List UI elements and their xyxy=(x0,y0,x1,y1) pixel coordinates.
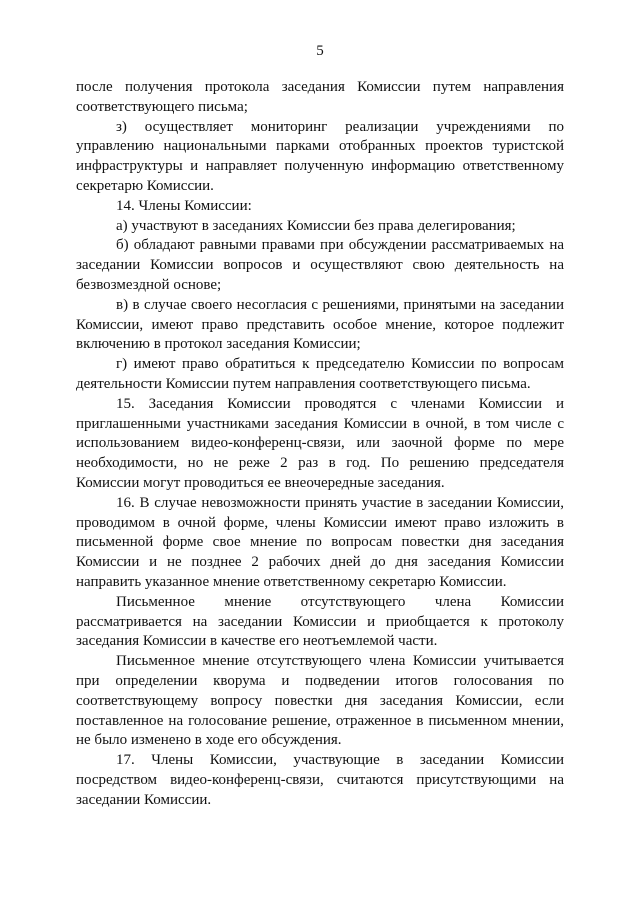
paragraph-written-opinion: Письменное мнение отсутствующего члена Комиссии рассматривается на заседании Комиссии и приобщается к протоколу заседания Комиссии в качестве его неотъемлемой части. xyxy=(76,593,564,650)
paragraph-section-17: 17. Члены Комиссии, участвующие в заседании Комиссии посредством видео-конференц-связи, считаются присутствующими на заседании Комиссии. xyxy=(76,752,564,808)
paragraph-item-z: з) осуществляет мониторинг реализации учреждениями по управлению национальными парками отобранных проектов туристской инфраструктуры и направляет полученную информацию ответственному секретарю Комиссии. xyxy=(76,118,564,194)
paragraph-item-a: а) участвуют в заседаниях Комиссии без права делегирования; xyxy=(116,217,516,234)
document-body xyxy=(76,78,564,810)
paragraph-item-b: б) обладают равными правами при обсуждении рассматриваемых на заседании Комиссии вопросов и осуществляют свою деятельность на безвозмездной основе; xyxy=(76,237,564,293)
page-number: 5 xyxy=(316,43,324,59)
paragraph-section-16: 16. В случае невозможности принять участие в заседании Комиссии, проводимом в очной форме, члены Комиссии имеют право изложить в письменной форме свое мнение по вопросам повестки дня заседания Комиссии и не позднее 2 рабочих дней до дня заседания Комиссии направить указанное мнение ответственному секретарю Комиссии. xyxy=(76,494,564,590)
paragraph-continuation: после получения протокола заседания Комиссии путем направления соответствующего письма; xyxy=(76,79,564,115)
paragraph-written-opinion-quorum: Письменное мнение отсутствующего члена Комиссии учитывается при определении кворума и подведении итогов голосования по соответствующему вопросу повестки дня заседания Комиссии, если поставленное на голосование решение, отраженное в письменном мнении, не было изменено в ходе его обсуждения. xyxy=(76,653,564,749)
section-heading-14: 14. Члены Комиссии: xyxy=(116,197,252,214)
paragraph-item-v: в) в случае своего несогласия с решениями, принятыми на заседании Комиссии, имеют право представить особое мнение, которое подлежит включению в протокол заседания Комиссии; xyxy=(76,296,564,353)
paragraph-section-15: 15. Заседания Комиссии проводятся с членами Комиссии и приглашенными участниками заседания Комиссии в очной, в том числе с использованием видео-конференц-связи, или заочной форме по мере необходимости, но не реже 2 раз в год. По решению председателя Комиссии могут проводиться ее внеочередные заседания. xyxy=(76,395,564,491)
paragraph-item-g: г) имеют право обратиться к председателю Комиссии по вопросам деятельности Комиссии путем направления соответствующего письма. xyxy=(76,356,564,392)
